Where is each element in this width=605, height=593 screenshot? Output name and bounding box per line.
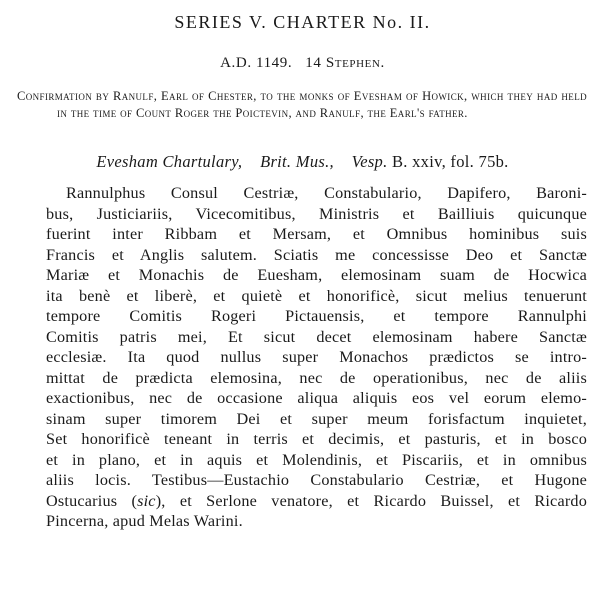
charter-body <box>46 183 587 532</box>
date-year: A.D. 1149. <box>220 55 293 71</box>
body-line: Rannulphus Consul Cestriæ, Constabulario, Dapifero, Baroni- <box>66 184 587 202</box>
series-heading: SERIES V. CHARTER No. II. <box>174 12 431 32</box>
body-line: Mariæ et Monachis de Euesham, elemosinam suam de Hocwica <box>46 266 587 284</box>
body-line: sinam super timorem Dei et super meum forisfactum inquietet, <box>46 409 587 428</box>
date-regnal-year: 14 Stephen. <box>305 55 385 71</box>
charter-summary: Confirmation by Ranulf, Earl of Chester, to the monks of Evesham of Howick, which they had held in the time of Count Roger the Poictevin, and Ranulf, the Earl's father. <box>17 89 587 120</box>
sic-annotation: sic <box>137 491 156 510</box>
source-chartulary: Evesham Chartulary, <box>96 152 243 171</box>
body-line: Comitis patris mei, Et sicut decet elemosinam habere Sanctæ <box>46 327 587 346</box>
body-line: et in plano, et in aquis et Molendinis, et Piscariis, et in omnibus <box>46 450 587 469</box>
source-citation <box>0 152 605 172</box>
body-line: fuerint inter Ribbam et Mersam, et Omnibus hominibus suis <box>46 225 587 243</box>
body-line: ecclesiæ. Ita quod nullus super Monachos prædictos se intro- <box>46 348 587 366</box>
source-vesp: Vesp. <box>351 152 388 171</box>
body-line: exactionibus, nec de occasione aliqua aliquis eos vel eorum elemo- <box>46 389 587 407</box>
source-museum: Brit. Mus., <box>260 152 334 171</box>
body-line: aliis locis. Testibus—Eustachio Constabulario Cestriæ, et Hugone <box>46 471 587 489</box>
body-line: tempore Comitis Rogeri Pictauensis, et tempore Rannulphi <box>46 307 587 325</box>
body-line: Ostucarius (sic), et Serlone venatore, et Ricardo Buissel, et Ricardo <box>46 491 588 510</box>
body-line: bus, Justiciariis, Vicecomitibus, Ministris et Bailliuis quicunque <box>46 204 587 223</box>
body-line: ita benè et liberè, et quietè et honorificè, sicut melius tenuerunt <box>46 286 587 305</box>
body-line: Set honorificè teneant in terris et decimis, et pasturis, et in bosco <box>46 430 587 448</box>
body-line: mittat de prædicta elemosina, nec de operationibus, nec de aliis <box>46 368 587 387</box>
body-line: Francis et Anglis salutem. Sciatis me concessisse Deo et Sanctæ <box>46 245 587 264</box>
body-line: Pincerna, apud Melas Warini. <box>46 512 243 530</box>
source-ref: B. xxiv, fol. 75b. <box>391 152 509 171</box>
date-line <box>0 55 605 72</box>
